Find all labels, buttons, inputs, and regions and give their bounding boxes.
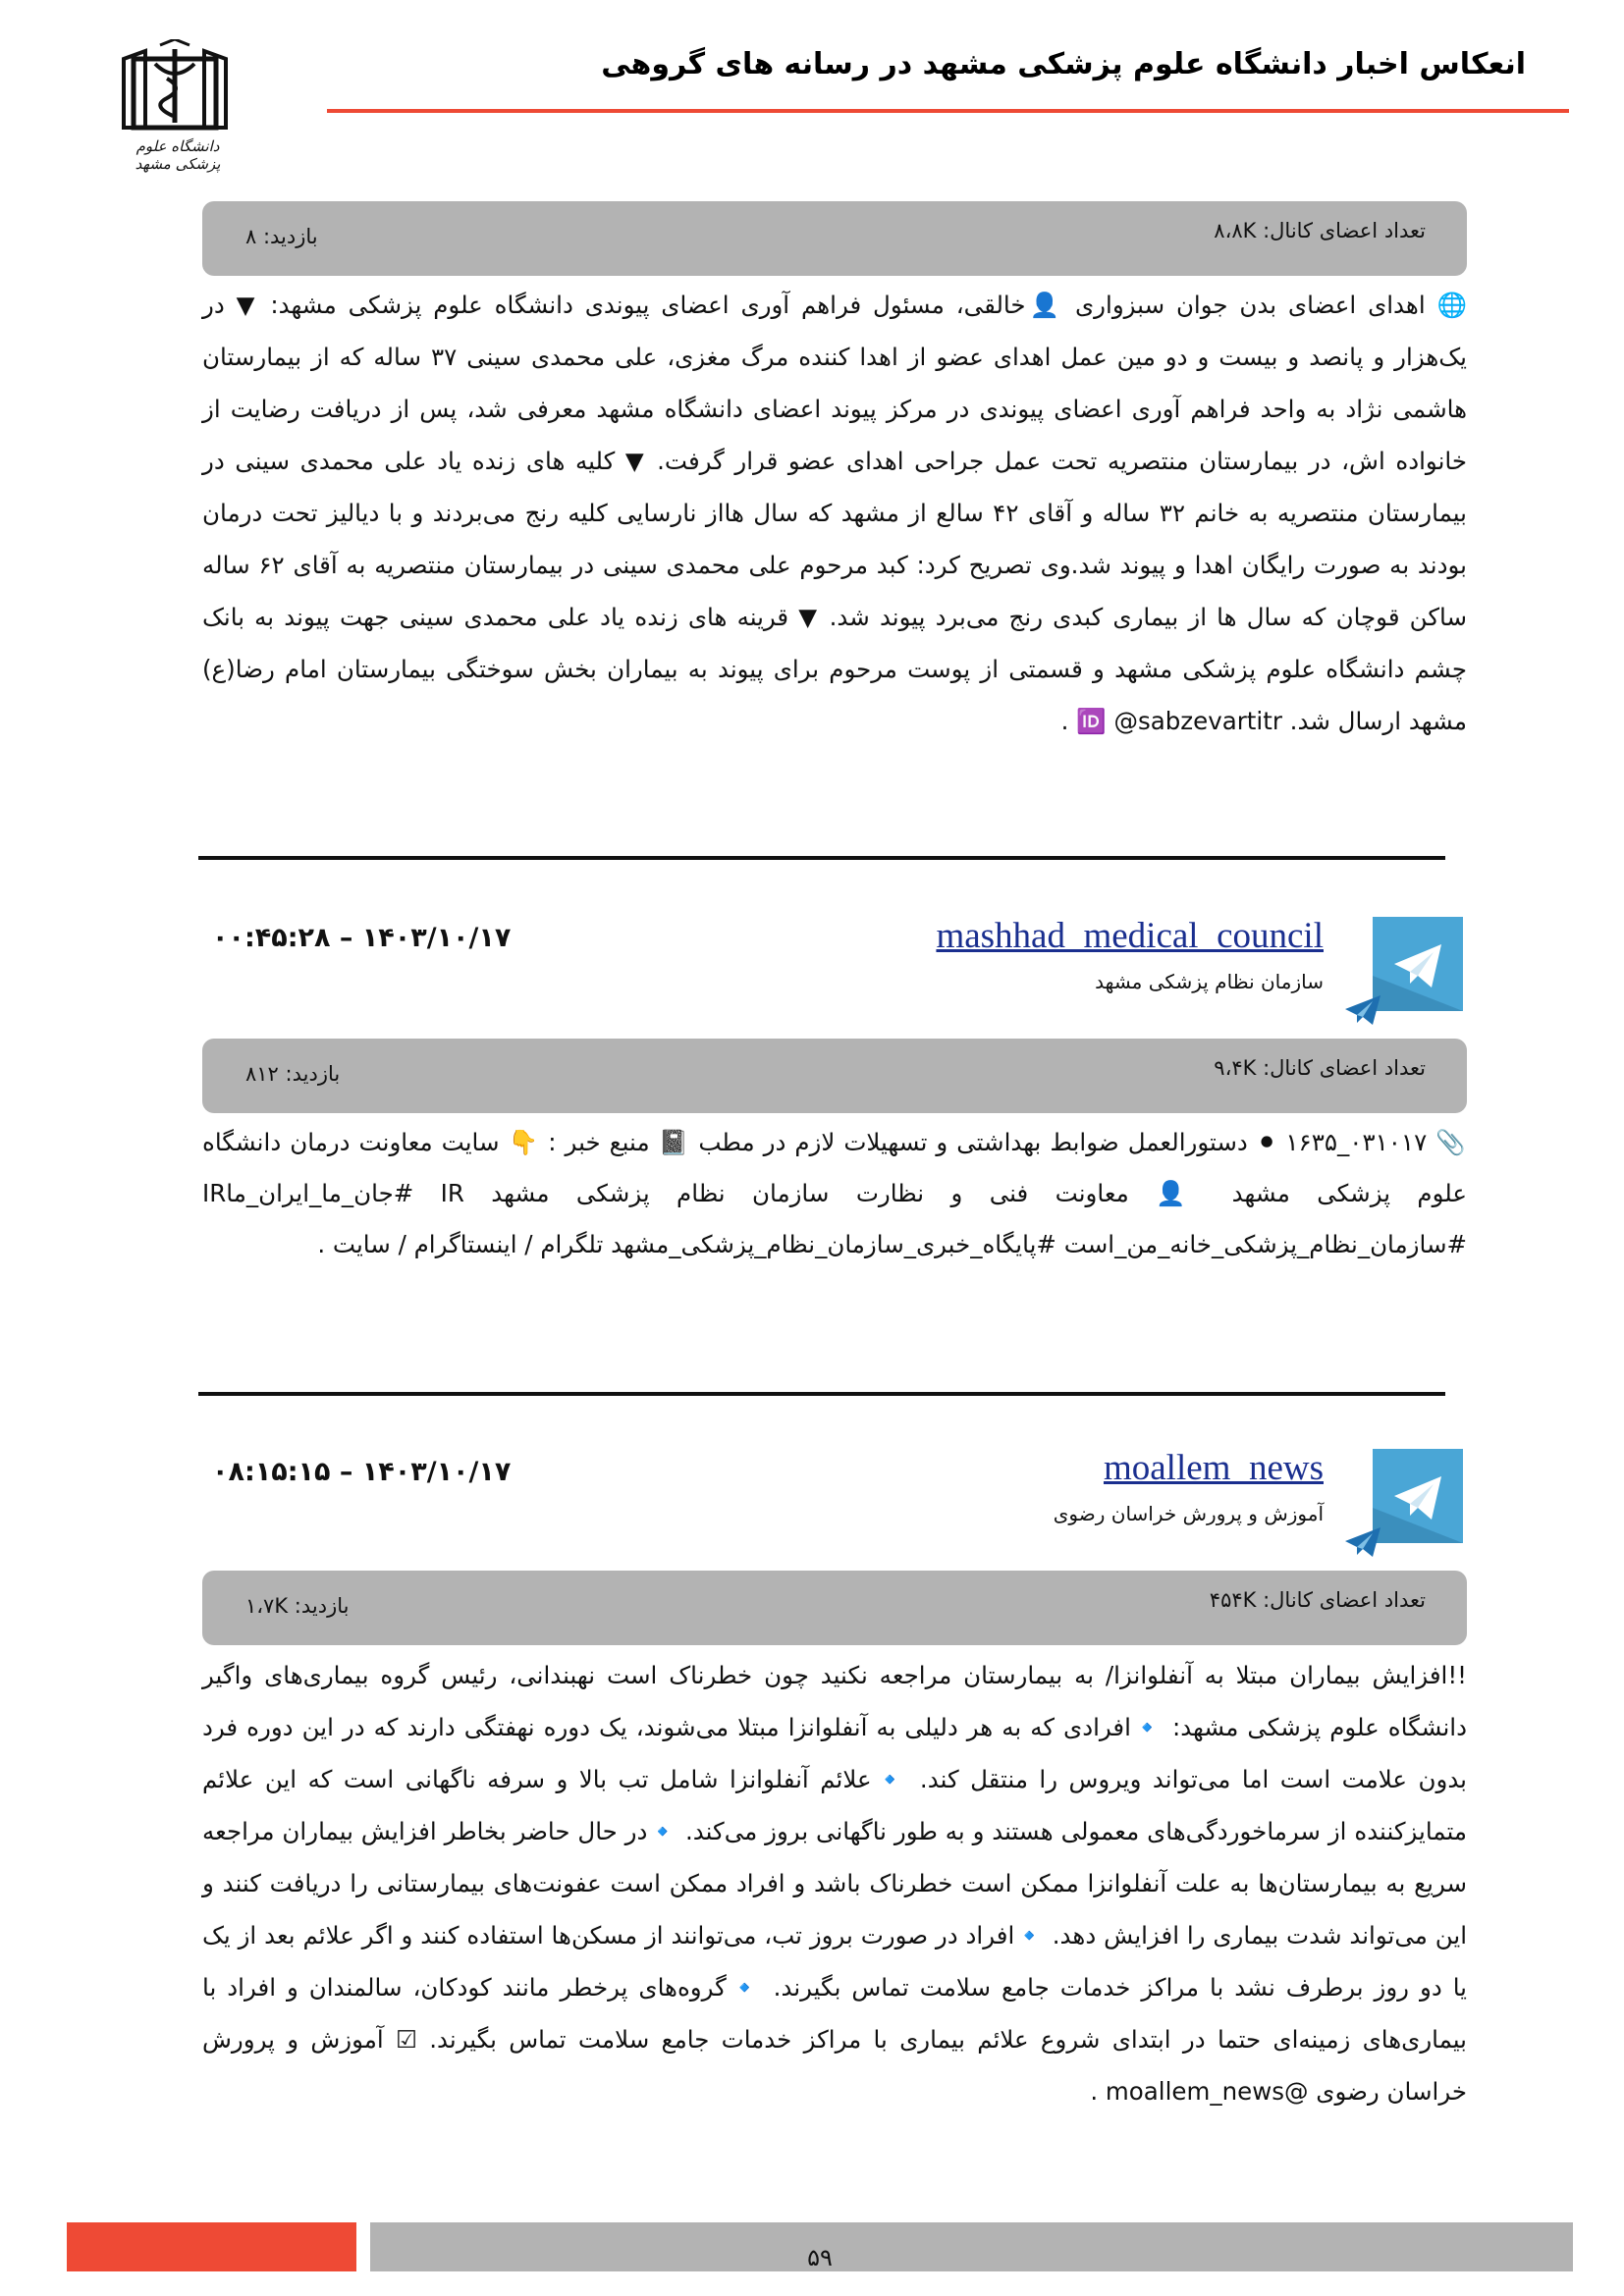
footer-bar xyxy=(370,2222,1573,2271)
post-body: !!افزایش بیماران مبتلا به آنفلوانزا/ به بیمارستان مراجعه نکنید چون خطرناک است نهبندانی، رئیس گروه بیماری‌های واگیر دانشگاه علوم پزشکی مشهد: 🔹افرادی که به هر دلیلی به آنفلوانزا مبتلا می‌شوند، یک دوره نهفتگی دارند که در این دوره فرد بدون علامت است اما می‌تواند ویروس را منتقل کند. 🔹علائم آنفلوانزا شامل تب بالا و سرفه ناگهانی است که این علائم متمایزکننده از سرماخوردگی‌های معمولی هستند و به طور ناگهانی بروز می‌کند. 🔹در حال حاضر بخاطر افزایش بیماران مراجعه سریع به بیمارستان‌ها به علت آنفلوانزا ممکن است خطرناک باشد و افراد ممکن است عفونت‌های بیمارستانی را دریافت کنند و این می‌تواند شدت بیماری را افزایش دهد. 🔹افراد در صورت بروز تب، می‌توانند از مسکن‌ها استفاده کنند و اگر علائم بعد از یک یا دو روز برطرف نشد با مراکز خدمات جامع سلامت تماس بگیرند. 🔹گروه‌های پرخطر مانند کودکان، سالمندان و افراد با بیماری‌های زمینه‌ای حتما در ابتدای شروع علائم بیماری با مراکز خدمات جامع سلامت تماس بگیرند. ☑ آموزش و پرورش خراسان رضوی @moallem_news . xyxy=(202,1661,1467,2106)
post-divider xyxy=(198,856,1445,860)
telegram-icon xyxy=(1373,1449,1463,1543)
footer-accent-bar xyxy=(67,2222,356,2271)
post-divider xyxy=(198,1392,1445,1396)
post-views: بازدید: ۸۱۲ xyxy=(245,1062,341,1086)
telegram-icon xyxy=(1373,917,1463,1011)
channel-subtitle: سازمان نظام پزشکی مشهد xyxy=(1095,970,1324,993)
post-views: بازدید: ۱،۷K xyxy=(245,1594,350,1618)
post-date: ۱۴۰۳/۱۰/۱۷ – ۰۸:۱۵:۱۵ xyxy=(212,1457,512,1487)
channel-members: تعداد اعضای کانال: ۸،۸K xyxy=(1214,219,1426,242)
post-body: 📎 ۰۳۱۰۱۷_۱۶۳۵ ⚫ دستورالعمل ضوابط بهداشتی و تسهیلات لازم در مطب 📓 منبع خبر : 👇 سایت معاونت درمان دانشگاه علوم پزشکی مشهد 👤 معاونت فنی و نظارت سازمان نظام پزشکی مشهد IR #جان_ما_ایران_ماIR #سازمان_نظام_پزشکی_خانه_من_است #پایگاه_خبری_سازمان_نظام_پزشکی_مشهد تلگرام / اینستاگرام / سایت . xyxy=(202,1128,1467,1258)
post-stats-bar xyxy=(202,201,1467,276)
channel-link[interactable]: mashhad_medical_council xyxy=(936,916,1324,956)
post-views: بازدید: ۸ xyxy=(245,225,318,248)
post-stats-bar xyxy=(202,1039,1467,1113)
post-stats-bar xyxy=(202,1571,1467,1645)
channel-members: تعداد اعضای کانال: ۴۵۴K xyxy=(1209,1588,1426,1612)
post-body: 🌐 اهدای اعضای بدن جوان سبزواری 👤خالقی، مسئول فراهم آوری اعضای پیوندی دانشگاه علوم پزشکی مشهد: ▼ در یک‌هزار و پانصد و بیست و دو مین عمل اهدای عضو از اهدا کننده مرگ مغزی، علی محمدی سینی ۳۷ ساله که از بیمارستان هاشمی نژاد به واحد فراهم آوری اعضای پیوندی در مرکز پیوند اعضای دانشگاه مشهد معرفی شد، پس از دریافت رضایت از خانواده اش، در بیمارستان منتصریه تحت عمل جراحی اهدای عضو قرار گرفت. ▼ کلیه های زنده یاد علی محمدی سینی در بیمارستان منتصریه به خانم ۳۲ ساله و آقای ۴۲ سالع از مشهد که سال هااز نارسایی کلیه رنج می‌بردند و با دیالیز تحت درمان بودند به صورت رایگان اهدا و پیوند شد.وی تصریح کرد: کبد مرحوم علی محمدی سینی در بیمارستان منتصریه به آقای ۶۲ ساله ساکن قوچان که سال ها از بیماری کبدی رنج می‌برد پیوند شد. ▼ قرینه های زنده یاد علی محمدی سینی جهت پیوند به بانک چشم دانشگاه علوم پزشکی مشهد و قسمتی از پوست مرحوم برای پیوند به بیماران بخش سوختگی بیمارستان امام رضا(ع) مشهد ارسال شد. 🆔 @sabzevartitr . xyxy=(202,291,1468,735)
telegram-small-icon xyxy=(1343,993,1382,1027)
channel-members: تعداد اعضای کانال: ۹،۴K xyxy=(1214,1056,1426,1080)
header-rule xyxy=(327,109,1569,113)
page-number: ۵۹ xyxy=(807,2244,833,2271)
logo-caption: دانشگاه علوم پزشکی مشهد xyxy=(135,137,221,173)
telegram-small-icon xyxy=(1343,1525,1382,1559)
channel-link[interactable]: moallem_news xyxy=(1103,1448,1324,1488)
page-title: انعکاس اخبار دانشگاه علوم پزشکی مشهد در رسانه های گروهی xyxy=(601,47,1526,81)
channel-subtitle: آموزش و پرورش خراسان رضوی xyxy=(1053,1502,1324,1525)
post-date: ۱۴۰۳/۱۰/۱۷ – ۰۰:۴۵:۲۸ xyxy=(212,923,512,953)
